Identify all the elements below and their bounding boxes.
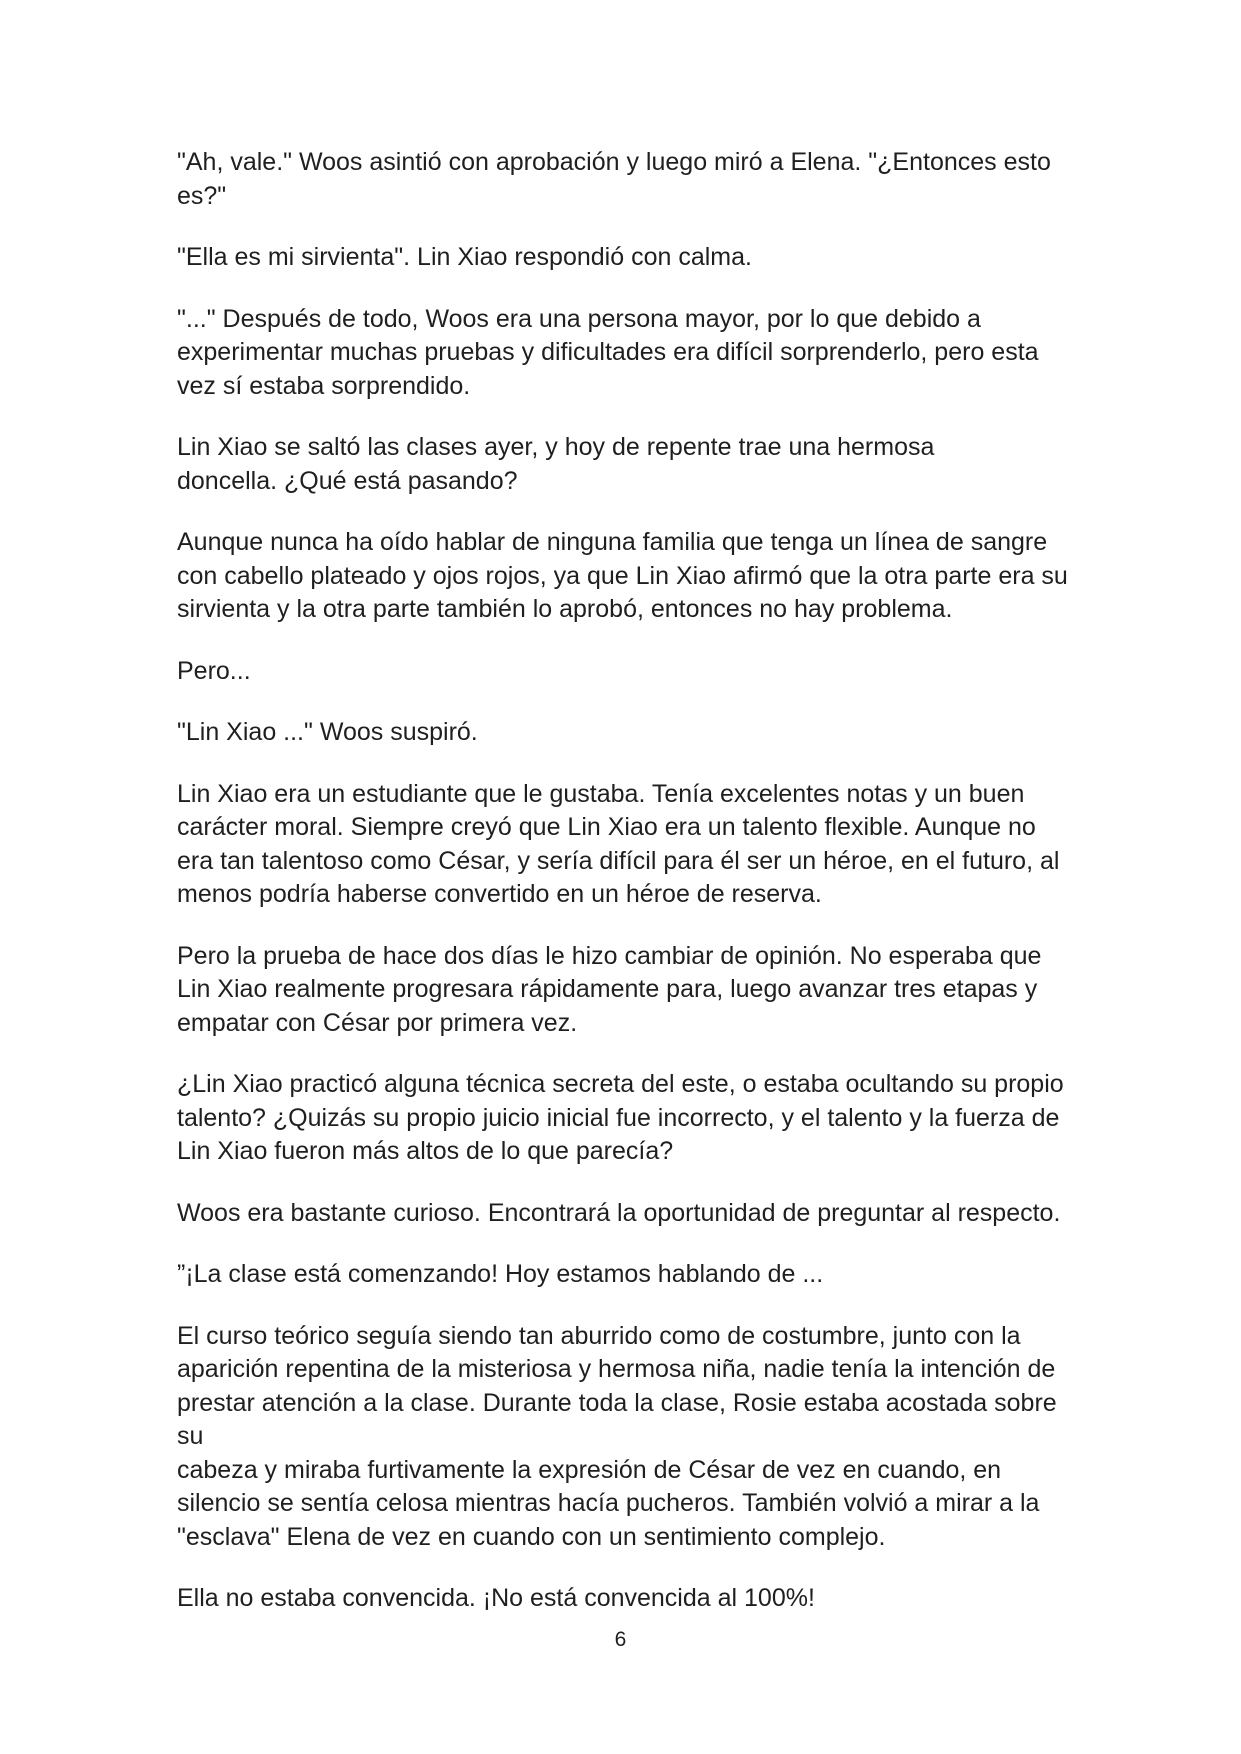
text-line: El curso teórico seguía siendo tan aburrido como de costumbre, junto con la (177, 1321, 1021, 1350)
paragraph (177, 1068, 1077, 1169)
text-line: experimentar muchas pruebas y dificultades era difícil sorprenderlo, pero esta (177, 338, 1039, 366)
text-line: talento? ¿Quizás su propio juicio inicial fue incorrecto, y el talento y la fuerza de (177, 1103, 1060, 1132)
text-line: "esclava" Elena de vez en cuando con un sentimiento complejo. (177, 1522, 886, 1551)
text-line: sirvienta y la otra parte también lo aprobó, entonces no hay problema. (177, 595, 953, 623)
paragraph (177, 1582, 1077, 1616)
text-line: ¿Lin Xiao practicó alguna técnica secreta del este, o estaba ocultando su propio (177, 1070, 1064, 1098)
paragraph (177, 1197, 1077, 1231)
text-line: silencio se sentía celosa mientras hacía pucheros. También volvió a mirar a la (177, 1489, 1040, 1517)
text-line: prestar atención a la clase. Durante toda la clase, Rosie estaba acostada sobre su (177, 1388, 1057, 1450)
text-line: Pero la prueba de hace dos días le hizo cambiar de opinión. No esperaba que (177, 941, 1042, 970)
paragraph (177, 303, 1077, 404)
text-line: Lin Xiao era un estudiante que le gustaba. Tenía excelentes notas y un buen (177, 779, 1025, 808)
paragraph (177, 1258, 1077, 1292)
paragraph (177, 526, 1077, 627)
paragraph (177, 778, 1077, 912)
text-line: Aunque nunca ha oído hablar de ninguna familia que tenga un línea de sangre (177, 528, 1048, 556)
text-line: con cabello plateado y ojos rojos, ya que Lin Xiao afirmó que la otra parte era su (177, 561, 1068, 590)
text-line: "Ella es mi sirvienta". Lin Xiao respondió con calma. (177, 243, 752, 271)
text-line: Pero... (177, 656, 251, 685)
text-line: Lin Xiao realmente progresara rápidamente para, luego avanzar tres etapas y (177, 975, 1038, 1003)
text-line: empatar con César por primera vez. (177, 1008, 578, 1037)
text-line: Lin Xiao se saltó las clases ayer, y hoy de repente trae una hermosa (177, 433, 935, 461)
paragraph (177, 716, 1077, 750)
paragraph (177, 940, 1077, 1041)
text-line: menos podría haberse convertido en un héroe de reserva. (177, 880, 822, 908)
text-line: es?" (177, 181, 227, 210)
paragraph (177, 241, 1077, 275)
text-line: doncella. ¿Qué está pasando? (177, 466, 518, 495)
paragraph (177, 146, 1077, 213)
paragraph (177, 1320, 1077, 1555)
page-body (177, 146, 1077, 1644)
text-line: "Ah, vale." Woos asintió con aprobación y luego miró a Elena. "¿Entonces esto (177, 148, 1051, 176)
text-line: Ella no estaba convencida. ¡No está convencida al 100%! (177, 1584, 815, 1612)
page-number: 6 (614, 1628, 627, 1651)
text-line: aparición repentina de la misteriosa y hermosa niña, nadie tenía la intención de (177, 1355, 1056, 1383)
paragraph (177, 655, 1077, 689)
text-line: era tan talentoso como César, y sería difícil para él ser un héroe, en el futuro, al (177, 846, 1060, 875)
text-line: Lin Xiao fueron más altos de lo que parecía? (177, 1137, 674, 1165)
paragraph (177, 431, 1077, 498)
text-line: ”¡La clase está comenzando! Hoy estamos hablando de ... (177, 1260, 824, 1288)
text-line: "Lin Xiao ..." Woos suspiró. (177, 718, 478, 746)
text-line: "..." Después de todo, Woos era una persona mayor, por lo que debido a (177, 304, 981, 333)
text-line: vez sí estaba sorprendido. (177, 371, 471, 400)
text-line: carácter moral. Siempre creyó que Lin Xiao era un talento flexible. Aunque no (177, 813, 1036, 841)
text-line: cabeza y miraba furtivamente la expresión de César de vez en cuando, en (177, 1455, 1002, 1484)
text-line: Woos era bastante curioso. Encontrará la oportunidad de preguntar al respecto. (177, 1198, 1061, 1227)
